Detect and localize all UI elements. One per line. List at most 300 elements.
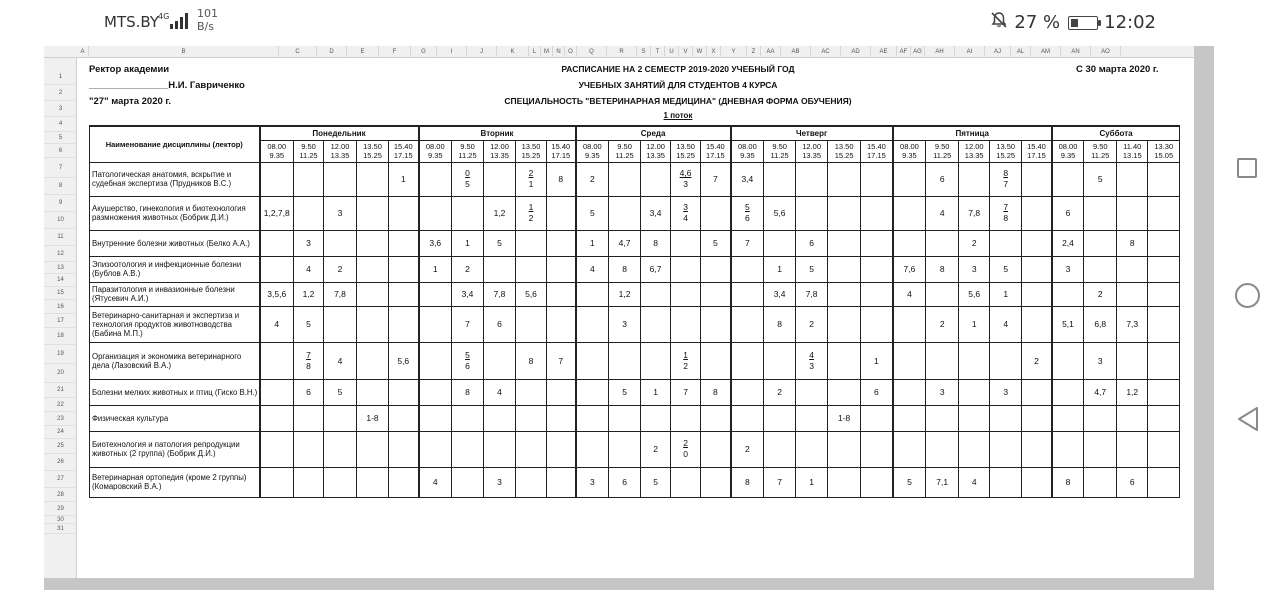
schedule-cell bbox=[861, 256, 893, 282]
schedule-cell bbox=[1148, 230, 1180, 256]
schedule-cell: 6 bbox=[609, 467, 641, 497]
row-number: 16 bbox=[44, 300, 77, 314]
schedule-cell: 7 bbox=[731, 230, 764, 256]
table-row bbox=[90, 162, 1180, 196]
column-header: B bbox=[89, 46, 279, 58]
schedule-cell bbox=[576, 342, 609, 379]
schedule-cell: 1 bbox=[576, 230, 609, 256]
schedule-cell bbox=[731, 379, 764, 405]
column-header: J bbox=[467, 46, 497, 58]
schedule-cell: 4 bbox=[990, 306, 1022, 342]
schedule-cell bbox=[893, 379, 926, 405]
schedule-cell bbox=[1022, 230, 1052, 256]
row-number: 20 bbox=[44, 364, 77, 383]
time-slot-header: 9.50 11.25 bbox=[1084, 140, 1117, 162]
schedule-cell: 8 bbox=[641, 230, 671, 256]
schedule-cell: 3 bbox=[484, 467, 516, 497]
row-number: 13 bbox=[44, 262, 77, 274]
schedule-cell bbox=[324, 405, 357, 431]
schedule-cell bbox=[1052, 405, 1084, 431]
schedule-cell bbox=[959, 431, 990, 467]
schedule-cell bbox=[641, 342, 671, 379]
schedule-cell bbox=[959, 379, 990, 405]
schedule-cell bbox=[547, 431, 576, 467]
schedule-cell bbox=[357, 282, 389, 306]
schedule-cell bbox=[357, 196, 389, 230]
schedule-cell bbox=[389, 405, 419, 431]
schedule-cell bbox=[1022, 256, 1052, 282]
schedule-cell bbox=[641, 405, 671, 431]
schedule-cell bbox=[484, 342, 516, 379]
schedule-cell bbox=[959, 162, 990, 196]
net-speed bbox=[197, 7, 218, 33]
schedule-cell bbox=[828, 342, 861, 379]
schedule-cell bbox=[576, 282, 609, 306]
schedule-cell: 1 2 bbox=[671, 342, 701, 379]
discipline-name: Организация и экономика ветеринарного дела (Лазовский В.А.) bbox=[90, 342, 260, 379]
schedule-cell bbox=[701, 256, 731, 282]
schedule-cell: 1,2 bbox=[484, 196, 516, 230]
column-header: K bbox=[497, 46, 529, 58]
schedule-cell bbox=[764, 230, 796, 256]
time-slot-header: 9.50 11.25 bbox=[294, 140, 324, 162]
schedule-cell: 3,4 bbox=[641, 196, 671, 230]
schedule-cell: 5 bbox=[609, 379, 641, 405]
schedule-cell bbox=[990, 467, 1022, 497]
schedule-cell bbox=[1117, 256, 1148, 282]
column-header: N bbox=[553, 46, 565, 58]
row-headers bbox=[44, 58, 77, 578]
schedule-cell bbox=[547, 282, 576, 306]
time-slot-header: 13.50 15.25 bbox=[357, 140, 389, 162]
schedule-cell: 4 bbox=[959, 467, 990, 497]
schedule-cell: 3 bbox=[576, 467, 609, 497]
schedule-cell bbox=[389, 196, 419, 230]
schedule-cell: 5 6 bbox=[731, 196, 764, 230]
schedule-cell: 1-8 bbox=[828, 405, 861, 431]
schedule-cell bbox=[484, 405, 516, 431]
schedule-cell: 6 bbox=[1117, 467, 1148, 497]
schedule-cell bbox=[1052, 379, 1084, 405]
schedule-cell bbox=[389, 467, 419, 497]
schedule-cell: 2 bbox=[452, 256, 484, 282]
schedule-cell bbox=[1148, 162, 1180, 196]
schedule-cell bbox=[547, 306, 576, 342]
time-slot-header: 13.50 15.25 bbox=[671, 140, 701, 162]
schedule-cell bbox=[389, 379, 419, 405]
battery-icon bbox=[1068, 16, 1098, 30]
schedule-cell bbox=[419, 431, 452, 467]
schedule-cell bbox=[357, 162, 389, 196]
schedule-cell: 1 bbox=[389, 162, 419, 196]
schedule-cell bbox=[893, 196, 926, 230]
time-slot-header: 15.40 17.15 bbox=[1022, 140, 1052, 162]
schedule-cell: 4 bbox=[484, 379, 516, 405]
column-header: AM bbox=[1031, 46, 1061, 58]
schedule-cell: 1 bbox=[796, 467, 828, 497]
time-slot-header: 9.50 11.25 bbox=[926, 140, 959, 162]
schedule-cell bbox=[701, 467, 731, 497]
column-header: AB bbox=[781, 46, 811, 58]
schedule-cell bbox=[796, 405, 828, 431]
schedule-cell: 5,6 bbox=[764, 196, 796, 230]
schedule-cell bbox=[1117, 405, 1148, 431]
schedule-cell bbox=[484, 431, 516, 467]
table-row bbox=[90, 282, 1180, 306]
schedule-cell bbox=[452, 467, 484, 497]
row-number: 10 bbox=[44, 212, 77, 229]
clock: 12:02 bbox=[1104, 12, 1156, 33]
status-right bbox=[990, 11, 1156, 34]
column-header: D bbox=[317, 46, 347, 58]
schedule-cell: 4 bbox=[324, 342, 357, 379]
schedule-cell bbox=[731, 282, 764, 306]
schedule-cell: 4 bbox=[294, 256, 324, 282]
schedule-cell bbox=[294, 196, 324, 230]
row-number: 31 bbox=[44, 524, 77, 534]
schedule-cell bbox=[576, 306, 609, 342]
schedule-cell: 0 5 bbox=[452, 162, 484, 196]
back-button[interactable] bbox=[1236, 406, 1260, 432]
title-line-1: РАСПИСАНИЕ НА 2 СЕМЕСТР 2019-2020 УЧЕБНЫЙ ГОД bbox=[561, 64, 795, 74]
schedule-cell: 1 bbox=[419, 256, 452, 282]
approval-date: "27" марта 2020 г. bbox=[89, 96, 172, 107]
time-slot-header: 08.00 9.35 bbox=[576, 140, 609, 162]
schedule-cell: 6 bbox=[796, 230, 828, 256]
status-bar bbox=[0, 0, 1280, 46]
column-header: M bbox=[541, 46, 553, 58]
title-line-2: УЧЕБНЫХ ЗАНЯТИЙ ДЛЯ СТУДЕНТОВ 4 КУРСА bbox=[578, 80, 778, 90]
column-header: S bbox=[637, 46, 651, 58]
schedule-cell bbox=[926, 342, 959, 379]
schedule-cell bbox=[926, 230, 959, 256]
schedule-cell bbox=[701, 342, 731, 379]
column-header: AF bbox=[897, 46, 911, 58]
schedule-cell: 1-8 bbox=[357, 405, 389, 431]
schedule-cell: 3 bbox=[1084, 342, 1117, 379]
schedule-cell bbox=[576, 379, 609, 405]
schedule-cell bbox=[990, 431, 1022, 467]
schedule-cell bbox=[357, 342, 389, 379]
schedule-cell: 5 6 bbox=[452, 342, 484, 379]
schedule-cell bbox=[1084, 196, 1117, 230]
schedule-cell bbox=[324, 431, 357, 467]
column-header: Z bbox=[747, 46, 761, 58]
schedule-cell: 6 bbox=[1052, 196, 1084, 230]
schedule-cell bbox=[294, 162, 324, 196]
schedule-cell: 1 2 bbox=[516, 196, 547, 230]
mute-icon bbox=[990, 11, 1008, 34]
schedule-cell: 3 bbox=[990, 379, 1022, 405]
schedule-cell: 2 bbox=[1022, 342, 1052, 379]
column-header: A bbox=[77, 46, 89, 58]
schedule-cell bbox=[419, 162, 452, 196]
schedule-cell: 6 bbox=[484, 306, 516, 342]
schedule-cell bbox=[1148, 256, 1180, 282]
schedule-cell bbox=[701, 196, 731, 230]
discipline-name: Паразитология и инвазионные болезни (Ятусевич А.И.) bbox=[90, 282, 260, 306]
schedule-cell bbox=[893, 230, 926, 256]
schedule-cell bbox=[828, 196, 861, 230]
schedule-cell: 4 bbox=[926, 196, 959, 230]
schedule-cell bbox=[828, 230, 861, 256]
schedule-cell bbox=[389, 256, 419, 282]
schedule-cell bbox=[547, 405, 576, 431]
schedule-cell bbox=[260, 162, 294, 196]
schedule-cell bbox=[357, 306, 389, 342]
table-row bbox=[90, 431, 1180, 467]
row-number: 29 bbox=[44, 502, 77, 516]
schedule-cell bbox=[701, 282, 731, 306]
row-number: 5 bbox=[44, 132, 77, 144]
schedule-cell bbox=[1022, 162, 1052, 196]
schedule-cell: 1,2 bbox=[294, 282, 324, 306]
schedule-cell bbox=[861, 431, 893, 467]
schedule-cell bbox=[861, 405, 893, 431]
schedule-cell: 2 bbox=[764, 379, 796, 405]
schedule-cell bbox=[893, 431, 926, 467]
schedule-cell: 3 bbox=[959, 256, 990, 282]
time-slot-header: 08.00 9.35 bbox=[731, 140, 764, 162]
schedule-cell: 2 bbox=[796, 306, 828, 342]
time-slot-header: 13.50 15.25 bbox=[828, 140, 861, 162]
schedule-cell bbox=[731, 405, 764, 431]
schedule-cell bbox=[576, 405, 609, 431]
schedule-cell bbox=[1117, 282, 1148, 306]
row-number: 17 bbox=[44, 314, 77, 328]
schedule-cell bbox=[1117, 196, 1148, 230]
document-viewer[interactable] bbox=[44, 46, 1214, 590]
schedule-cell: 1,2 bbox=[1117, 379, 1148, 405]
column-header: G bbox=[411, 46, 437, 58]
schedule-cell: 5 bbox=[893, 467, 926, 497]
schedule-cell bbox=[731, 342, 764, 379]
row-number: 11 bbox=[44, 229, 77, 246]
time-slot-header: 9.50 11.25 bbox=[609, 140, 641, 162]
schedule-cell: 5,6 bbox=[389, 342, 419, 379]
schedule-cell bbox=[671, 256, 701, 282]
schedule-cell: 7 8 bbox=[294, 342, 324, 379]
recents-button[interactable] bbox=[1237, 158, 1257, 178]
discipline-name: Патологическая анатомия, вскрытие и судебная экспертиза (Прудников В.С.) bbox=[90, 162, 260, 196]
schedule-cell: 6,7 bbox=[641, 256, 671, 282]
schedule-cell: 1,2 bbox=[609, 282, 641, 306]
column-header: Y bbox=[721, 46, 747, 58]
schedule-cell bbox=[701, 405, 731, 431]
column-header: V bbox=[679, 46, 693, 58]
schedule-cell bbox=[294, 405, 324, 431]
discipline-name: Акушерство, гинекология и биотехнология размножения животных (Бобрик Д.И.) bbox=[90, 196, 260, 230]
schedule-cell: 5,6 bbox=[959, 282, 990, 306]
schedule-cell bbox=[893, 342, 926, 379]
time-slot-header: 08.00 9.35 bbox=[419, 140, 452, 162]
schedule-cell: 4 bbox=[260, 306, 294, 342]
time-slot-header: 12.00 13.35 bbox=[324, 140, 357, 162]
schedule-cell bbox=[990, 230, 1022, 256]
schedule-cell: 7 8 bbox=[990, 196, 1022, 230]
schedule-cell bbox=[419, 405, 452, 431]
schedule-cell bbox=[1148, 467, 1180, 497]
schedule-cell bbox=[828, 256, 861, 282]
column-header: AA bbox=[761, 46, 781, 58]
schedule-cell: 1 bbox=[861, 342, 893, 379]
discipline-name: Физическая культура bbox=[90, 405, 260, 431]
signature-line: _______________Н.И. Гавриченко bbox=[89, 80, 245, 91]
schedule-cell: 8 bbox=[701, 379, 731, 405]
schedule-cell: 8 bbox=[764, 306, 796, 342]
schedule-cell: 4 bbox=[576, 256, 609, 282]
schedule-cell bbox=[926, 431, 959, 467]
column-headers bbox=[44, 46, 1194, 58]
schedule-cell bbox=[671, 282, 701, 306]
table-row bbox=[90, 379, 1180, 405]
schedule-cell: 5,6 bbox=[516, 282, 547, 306]
time-slot-header: 12.00 13.35 bbox=[959, 140, 990, 162]
schedule-cell bbox=[990, 405, 1022, 431]
column-header: T bbox=[651, 46, 665, 58]
schedule-cell bbox=[861, 196, 893, 230]
row-number: 28 bbox=[44, 488, 77, 502]
schedule-cell: 8 bbox=[609, 256, 641, 282]
schedule-cell bbox=[389, 230, 419, 256]
time-slot-header: 15.40 17.15 bbox=[701, 140, 731, 162]
schedule-cell bbox=[926, 405, 959, 431]
day-header: Понедельник bbox=[260, 126, 419, 140]
table-row bbox=[90, 196, 1180, 230]
discipline-header: Наименование дисциплины (лектор) bbox=[90, 126, 260, 162]
column-header: R bbox=[607, 46, 637, 58]
schedule-cell: 8 bbox=[1117, 230, 1148, 256]
schedule-cell bbox=[828, 379, 861, 405]
schedule-cell bbox=[516, 405, 547, 431]
schedule-cell: 2 bbox=[324, 256, 357, 282]
schedule-cell bbox=[357, 230, 389, 256]
schedule-cell: 6 bbox=[926, 162, 959, 196]
table-row bbox=[90, 467, 1180, 497]
schedule-cell bbox=[1117, 162, 1148, 196]
schedule-cell: 3,4 bbox=[452, 282, 484, 306]
schedule-cell bbox=[389, 306, 419, 342]
schedule-cell bbox=[547, 196, 576, 230]
home-button[interactable] bbox=[1235, 283, 1260, 308]
schedule-cell: 8 bbox=[926, 256, 959, 282]
schedule-cell bbox=[324, 230, 357, 256]
schedule-cell bbox=[1148, 342, 1180, 379]
schedule-cell bbox=[609, 196, 641, 230]
schedule-cell bbox=[671, 230, 701, 256]
schedule-cell: 6,8 bbox=[1084, 306, 1117, 342]
schedule-cell bbox=[1084, 256, 1117, 282]
schedule-cell bbox=[893, 162, 926, 196]
row-number: 1 bbox=[44, 70, 77, 85]
column-header: AD bbox=[841, 46, 871, 58]
schedule-cell bbox=[828, 162, 861, 196]
network-type-label: 4G bbox=[158, 12, 170, 21]
schedule-cell bbox=[764, 431, 796, 467]
schedule-cell bbox=[1148, 282, 1180, 306]
schedule-cell bbox=[861, 467, 893, 497]
net-speed-value: 101 bbox=[197, 7, 218, 20]
battery-fill bbox=[1071, 19, 1078, 27]
table-row bbox=[90, 342, 1180, 379]
schedule-cell bbox=[324, 162, 357, 196]
schedule-cell bbox=[419, 342, 452, 379]
schedule-cell bbox=[671, 405, 701, 431]
schedule-cell bbox=[1022, 405, 1052, 431]
column-header: L bbox=[529, 46, 541, 58]
schedule-cell: 8 bbox=[516, 342, 547, 379]
schedule-cell bbox=[260, 256, 294, 282]
schedule-cell: 1 bbox=[452, 230, 484, 256]
row-number: 26 bbox=[44, 454, 77, 471]
schedule-cell: 3,5,6 bbox=[260, 282, 294, 306]
schedule-cell: 7,8 bbox=[324, 282, 357, 306]
column-header: O bbox=[565, 46, 577, 58]
row-number: 19 bbox=[44, 345, 77, 364]
schedule-cell: 7,8 bbox=[959, 196, 990, 230]
column-header: U bbox=[665, 46, 679, 58]
schedule-cell bbox=[861, 162, 893, 196]
schedule-page bbox=[77, 58, 1194, 578]
schedule-cell: 7 bbox=[452, 306, 484, 342]
schedule-cell: 7 bbox=[547, 342, 576, 379]
schedule-cell bbox=[764, 342, 796, 379]
schedule-cell bbox=[1052, 162, 1084, 196]
row-number: 2 bbox=[44, 85, 77, 101]
schedule-cell: 5,1 bbox=[1052, 306, 1084, 342]
table-row bbox=[90, 306, 1180, 342]
schedule-cell bbox=[1022, 431, 1052, 467]
schedule-cell: 5 bbox=[576, 196, 609, 230]
time-slot-header: 13.50 15.25 bbox=[516, 140, 547, 162]
timetable bbox=[89, 125, 1180, 498]
discipline-name: Ветеринарно-санитарная и экспертиза и технология продуктов животноводства (Бабина М.П.) bbox=[90, 306, 260, 342]
schedule-cell bbox=[576, 431, 609, 467]
battery-percent: 27 % bbox=[1014, 12, 1061, 33]
schedule-cell: 2 bbox=[641, 431, 671, 467]
row-number: 9 bbox=[44, 195, 77, 212]
schedule-cell bbox=[893, 405, 926, 431]
schedule-cell: 2 0 bbox=[671, 431, 701, 467]
schedule-cell: 8 bbox=[731, 467, 764, 497]
schedule-cell: 7,8 bbox=[484, 282, 516, 306]
row-number: 24 bbox=[44, 426, 77, 439]
schedule-cell bbox=[731, 306, 764, 342]
schedule-cell: 2 bbox=[926, 306, 959, 342]
schedule-cell bbox=[641, 282, 671, 306]
time-slot-header: 11.40 13.15 bbox=[1117, 140, 1148, 162]
schedule-cell bbox=[1117, 342, 1148, 379]
schedule-cell bbox=[547, 230, 576, 256]
schedule-cell: 5 bbox=[1084, 162, 1117, 196]
schedule-cell: 1 bbox=[990, 282, 1022, 306]
schedule-cell bbox=[609, 431, 641, 467]
column-header: AE bbox=[871, 46, 897, 58]
schedule-cell: 3,4 bbox=[731, 162, 764, 196]
schedule-cell bbox=[609, 162, 641, 196]
schedule-cell: 4 bbox=[893, 282, 926, 306]
column-header: C bbox=[279, 46, 317, 58]
column-header: AJ bbox=[985, 46, 1011, 58]
schedule-cell: 3 bbox=[1052, 256, 1084, 282]
schedule-cell bbox=[1022, 282, 1052, 306]
title-line-3: СПЕЦИАЛЬНОСТЬ "ВЕТЕРИНАРНАЯ МЕДИЦИНА" (ДНЕВНАЯ ФОРМА ОБУЧЕНИЯ) bbox=[504, 96, 852, 106]
schedule-cell bbox=[701, 306, 731, 342]
column-header: AG bbox=[911, 46, 925, 58]
day-header: Вторник bbox=[419, 126, 576, 140]
start-date: С 30 марта 2020 г. bbox=[1076, 64, 1159, 75]
schedule-cell bbox=[294, 467, 324, 497]
